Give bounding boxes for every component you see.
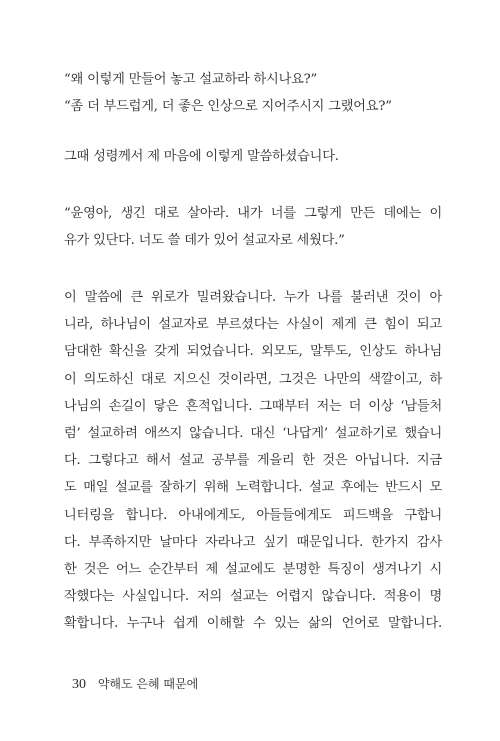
- text-line: 다. 그렇다고 해서 설교 공부를 게을리 한 것은 아닙니다. 지금: [64, 453, 442, 469]
- text-line: 유가 있단다. 너도 쓸 데가 있어 설교자로 세웠다.”: [64, 233, 345, 249]
- page-number: 30: [72, 677, 86, 692]
- page-footer: [72, 676, 198, 693]
- text-line: 담대한 확신을 갖게 되었습니다. 외모도, 말투도, 인상도 하나님: [64, 344, 442, 360]
- quote-paragraph-answer: [64, 200, 442, 254]
- text-line: 작했다는 사실입니다. 저의 설교는 어렵지 않습니다. 적용이 명: [64, 589, 442, 605]
- text-line: 다. 부족하지만 날마다 자라나고 싶기 때문입니다. 한가지 감사: [64, 534, 442, 550]
- quote-paragraph-questions: [64, 66, 442, 120]
- text-line: “좀 더 부드럽게, 더 좋은 인상으로 지어주시지 그랬어요?”: [64, 99, 392, 115]
- narration-paragraph: [64, 143, 442, 170]
- body-paragraph: [64, 284, 442, 637]
- text-line: 확합니다. 누구나 쉽게 이해할 수 있는 삶의 언어로 말합니다.: [64, 616, 442, 632]
- text-line: 니라, 하나님이 설교자로 부르셨다는 사실이 제게 큰 힘이 되고: [64, 317, 442, 333]
- text-line: 그때 성령께서 제 마음에 이렇게 말씀하셨습니다.: [64, 149, 339, 164]
- running-title: 약해도 은혜 때문에: [97, 677, 199, 691]
- text-line: “왜 이렇게 만들어 놓고 설교하라 하시나요?”: [64, 72, 318, 87]
- text-line: 니터링을 합니다. 아내에게도, 아들들에게도 피드백을 구합니: [64, 507, 442, 523]
- text-line: “윤영아, 생긴 대로 살아라. 내가 너를 그렇게 만든 데에는 이: [64, 206, 442, 221]
- text-line: 이 말씀에 큰 위로가 밀려왔습니다. 누가 나를 불러낸 것이 아: [64, 290, 442, 305]
- text-line: 나님의 손길이 닿은 흔적입니다. 그때부터 저는 더 이상 ‘남들처: [64, 398, 442, 414]
- text-line: 도 매일 설교를 잘하기 위해 노력합니다. 설교 후에는 반드시 모: [64, 480, 442, 496]
- text-line: 한 것은 어느 순간부터 제 설교에도 분명한 특징이 생겨나기 시: [64, 561, 442, 577]
- text-line: 이 의도하신 대로 지으신 것이라면, 그것은 나만의 색깔이고, 하: [64, 371, 442, 387]
- text-line: 럼’ 설교하려 애쓰지 않습니다. 대신 ‘나답게’ 설교하기로 했습니: [64, 425, 442, 441]
